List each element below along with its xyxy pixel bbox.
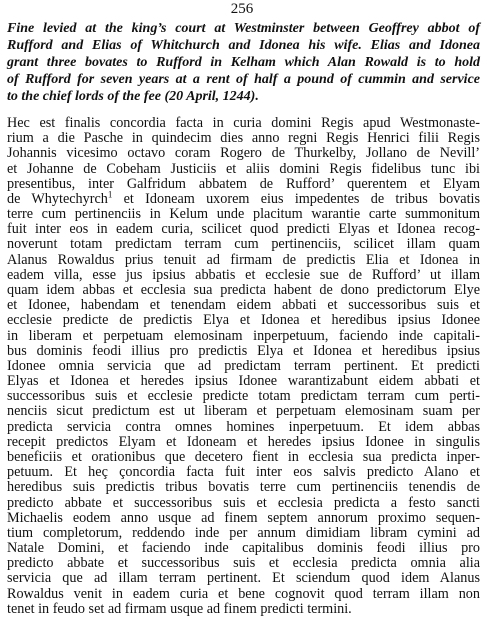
text-line: ecclesie predicte de predictis Elya et Idonea et heredibus ipsius Idonee (7, 312, 480, 329)
page-number: 256 (230, 1, 254, 17)
text-line: Idonee omnia servicia que ad predictam terram pertinent. Et predicti (7, 357, 480, 374)
summary-line: of Rufford for seven years at a rent of half a pound of cummin and service (7, 72, 480, 87)
text-line: predicta servicia contra omnes homines inperpetuum. Et idem abbas (7, 418, 480, 435)
summary-line: Rufford and Elias of Whitchurch and Idonea his wife. Elias and Idonea (7, 38, 480, 53)
text-line: heredibus suis predictis tribus bovatis terre cum pertinenciis tenendis de (7, 479, 480, 496)
text-line: predicto abbate et successoribus suis et ecclesia predicta omnia alia (7, 555, 480, 572)
text-line: petuum. Et heç çoncordia facta fuit inter eos salvis predicto Alano et (7, 464, 480, 481)
text-line: predicto abbate et successoribus suis et ecclesia predicta a festo sancti (7, 494, 480, 511)
text-line: in liberam et perpetuam elemosinam inperpetuum, faciendo inde capitali- (7, 327, 480, 344)
text-line: noverunt totam predictam terram cum pertinenciis, scilicet illam quam (7, 236, 480, 253)
text-line: tenet in feudo set ad firmam usque ad finem predicti termini. (7, 600, 352, 617)
summary-line: Fine levied at the king’s court at Westminster between Geoffrey abbot of (7, 21, 480, 36)
summary-line: to the chief lords of the fee (20 April, 1244). (7, 89, 259, 104)
text-line: successoribus suis et ecclesie predicte totam predictam terram cum perti- (7, 388, 480, 405)
text-line: bus dominis feodi illius pro predictis Elya et Idonea et heredibus ipsius (7, 342, 480, 359)
text-line: Rowaldus venit in eadem curia et bene cognovit quod terram illam non (7, 585, 480, 602)
text-line: terre cum pertinenciis in Kelum unde placitum warantie carte summonitum (7, 206, 480, 223)
text-line: quam idem abbas et ecclesia sua predicta habent de dono predictorum Elye (7, 282, 480, 298)
text-line: fuit inter eos in eadem curia, scilicet quod predicti Elyas et Idonea recog- (7, 221, 480, 238)
text-line: nenciis sicut predictum est ut liberam et perpetuam elemosinam suam per (7, 403, 480, 420)
text-line: Elyas et Idonea et heredes ipsius Idonee warantizabunt eidem abbati et (7, 373, 480, 390)
text-line: Michaelis eodem anno usque ad finem septem annorum proximo sequen- (7, 509, 480, 526)
text-line (7, 189, 480, 207)
text-line: Johannis vicesimo octavo coram Rogero de Thurkelby, Jollano de Nevill’ (7, 145, 480, 162)
text-line: presentibus, inter Galfridum abbatem de Rufford’ querentem et Elyam (7, 175, 480, 192)
text-line: recepit predictos Elyam et Idoneam et heredes ipsius Idonee in singulis (7, 433, 480, 450)
text-line: Hec est finalis concordia facta in curia domini Regis apud Westmonaste- (7, 115, 480, 131)
text-line: Natale Domini, et faciendo inde capitalibus dominis feodi illius pro (7, 540, 480, 557)
text-line: et Johanne de Cobeham Justiciis et aliis domini Regis fidelibus tunc ibi (7, 160, 480, 177)
footnote-marker: 1 (107, 189, 113, 200)
text-line: tium completorum, reddendo inde per annum dimidiam libram cymini ad (7, 524, 480, 541)
text-line: rium a die Pasche in quindecim dies anno regni Regis Henrici filii Regis (7, 130, 480, 147)
text-segment: de Whytechyrch (7, 190, 108, 207)
text-segment: et Idoneam uxorem eius impedentes de tribus bovatis (112, 190, 480, 207)
text-line: beneficiis et orationibus que decetero fient in ecclesia sua predicta inper- (7, 449, 480, 465)
text-line: eadem villa, esse jus ipsius abbatis et ecclesie sue de Rufford’ ut illam (7, 266, 480, 283)
summary-line: grant three bovates to Rufford in Kelham which Alan Rowald is to hold (7, 55, 480, 70)
text-line: servicia que ad illam terram pertinent. Et sciendum quod idem Alanus (7, 570, 480, 587)
text-line: Alanus Rowaldus prius tenuit ad firmam de predictis Elia et Idonea in (7, 251, 480, 268)
text-line: et Idonee, habendam et tenendam eidem abbati et successoribus suis et (7, 297, 480, 314)
